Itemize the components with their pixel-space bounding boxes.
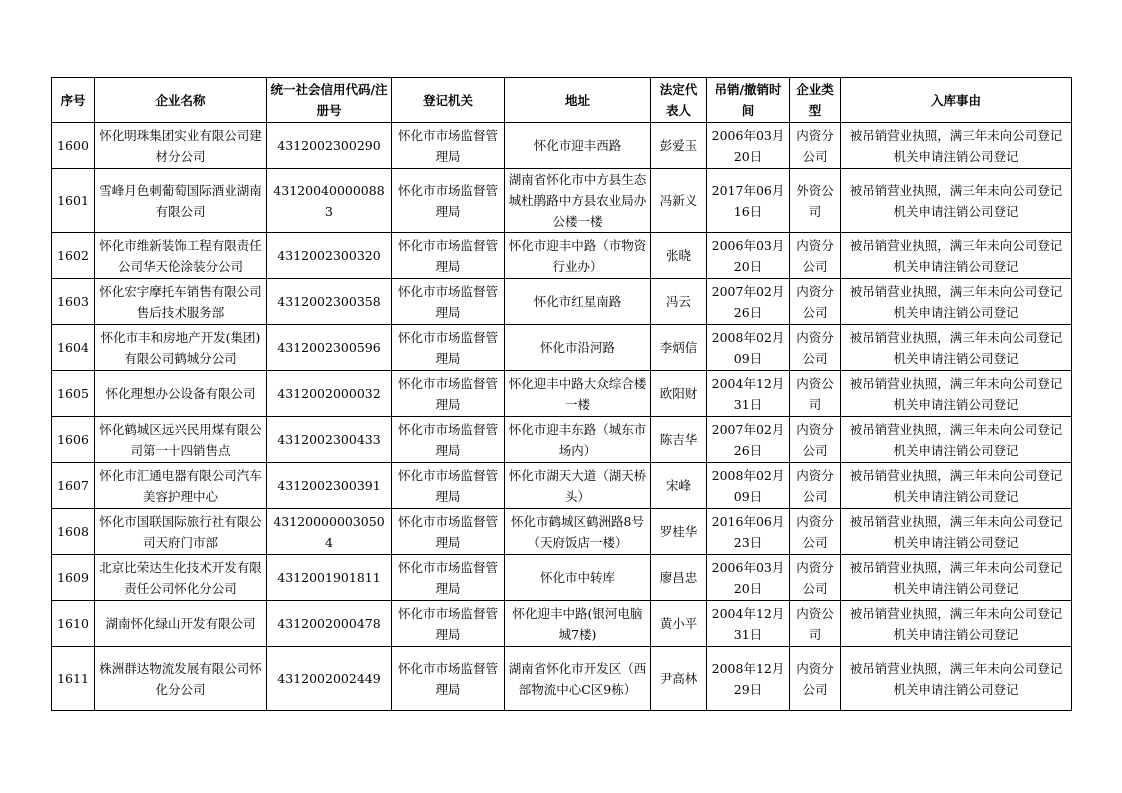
cell-credit-code: 431200400000883 <box>267 169 392 233</box>
cell-revocation-date: 2016年06月23日 <box>707 509 790 555</box>
cell-company-name: 怀化明珠集团实业有限公司建材分公司 <box>95 123 267 169</box>
cell-credit-code: 431200000030504 <box>267 509 392 555</box>
cell-credit-code: 4312002300433 <box>267 417 392 463</box>
cell-legal-representative: 陈吉华 <box>651 417 707 463</box>
cell-address: 怀化市鹤城区鹤洲路8号（天府饭店一楼） <box>505 509 651 555</box>
cell-address: 怀化市中转库 <box>505 555 651 601</box>
cell-registration-authority: 怀化市市场监督管理局 <box>392 169 505 233</box>
cell-seq: 1604 <box>52 325 95 371</box>
cell-seq: 1606 <box>52 417 95 463</box>
cell-enterprise-type: 内资分公司 <box>790 463 841 509</box>
cell-company-name: 怀化理想办公设备有限公司 <box>95 371 267 417</box>
cell-legal-representative: 廖昌忠 <box>651 555 707 601</box>
cell-address: 湖南省怀化市中方县生态城杜鹃路中方县农业局办公楼一楼 <box>505 169 651 233</box>
cell-seq: 1608 <box>52 509 95 555</box>
table-row <box>52 417 1072 463</box>
table-row <box>52 509 1072 555</box>
table-body <box>52 123 1072 711</box>
cell-registration-authority: 怀化市市场监督管理局 <box>392 233 505 279</box>
col-header-address: 地址 <box>505 78 651 123</box>
cell-company-name: 怀化市维新装饰工程有限责任公司华天伦涂装分公司 <box>95 233 267 279</box>
cell-reason: 被吊销营业执照，满三年未向公司登记机关申请注销公司登记 <box>841 371 1072 417</box>
cell-address: 怀化市沿河路 <box>505 325 651 371</box>
cell-enterprise-type: 内资分公司 <box>790 555 841 601</box>
cell-company-name: 株洲群达物流发展有限公司怀化分公司 <box>95 647 267 711</box>
cell-legal-representative: 欧阳财 <box>651 371 707 417</box>
cell-company-name: 湖南怀化绿山开发有限公司 <box>95 601 267 647</box>
cell-legal-representative: 彭爱玉 <box>651 123 707 169</box>
cell-enterprise-type: 内资分公司 <box>790 123 841 169</box>
cell-enterprise-type: 内资分公司 <box>790 417 841 463</box>
cell-credit-code: 4312002300596 <box>267 325 392 371</box>
cell-revocation-date: 2008年12月29日 <box>707 647 790 711</box>
revoked-companies-sheet <box>51 77 1071 711</box>
cell-address: 怀化市迎丰西路 <box>505 123 651 169</box>
table-row <box>52 647 1072 711</box>
cell-seq: 1603 <box>52 279 95 325</box>
table-row <box>52 123 1072 169</box>
cell-seq: 1611 <box>52 647 95 711</box>
cell-revocation-date: 2008年02月09日 <box>707 463 790 509</box>
cell-revocation-date: 2006年03月20日 <box>707 123 790 169</box>
cell-seq: 1609 <box>52 555 95 601</box>
cell-revocation-date: 2007年02月26日 <box>707 279 790 325</box>
table-row <box>52 233 1072 279</box>
table-row <box>52 601 1072 647</box>
cell-company-name: 北京比荣达生化技术开发有限责任公司怀化分公司 <box>95 555 267 601</box>
col-header-enterprise-type: 企业类型 <box>790 78 841 123</box>
cell-address: 怀化迎丰中路大众综合楼一楼 <box>505 371 651 417</box>
cell-address: 怀化迎丰中路(银河电脑城7楼) <box>505 601 651 647</box>
cell-company-name: 怀化市丰和房地产开发(集团)有限公司鹤城分公司 <box>95 325 267 371</box>
cell-reason: 被吊销营业执照，满三年未向公司登记机关申请注销公司登记 <box>841 647 1072 711</box>
cell-enterprise-type: 内资公司 <box>790 371 841 417</box>
cell-reason: 被吊销营业执照，满三年未向公司登记机关申请注销公司登记 <box>841 325 1072 371</box>
cell-enterprise-type: 内资分公司 <box>790 325 841 371</box>
cell-legal-representative: 宋峰 <box>651 463 707 509</box>
cell-enterprise-type: 内资分公司 <box>790 647 841 711</box>
cell-address: 怀化市迎丰东路（城东市场内） <box>505 417 651 463</box>
table-row <box>52 371 1072 417</box>
col-header-registration-authority: 登记机关 <box>392 78 505 123</box>
cell-registration-authority: 怀化市市场监督管理局 <box>392 509 505 555</box>
cell-enterprise-type: 内资分公司 <box>790 509 841 555</box>
cell-registration-authority: 怀化市市场监督管理局 <box>392 601 505 647</box>
cell-revocation-date: 2007年02月26日 <box>707 417 790 463</box>
cell-reason: 被吊销营业执照，满三年未向公司登记机关申请注销公司登记 <box>841 123 1072 169</box>
table-header-row <box>52 78 1072 123</box>
cell-registration-authority: 怀化市市场监督管理局 <box>392 279 505 325</box>
cell-registration-authority: 怀化市市场监督管理局 <box>392 417 505 463</box>
cell-company-name: 怀化市汇通电器有限公司汽车美容护理中心 <box>95 463 267 509</box>
cell-registration-authority: 怀化市市场监督管理局 <box>392 555 505 601</box>
cell-enterprise-type: 内资分公司 <box>790 233 841 279</box>
cell-company-name: 怀化宏宇摩托车销售有限公司售后技术服务部 <box>95 279 267 325</box>
cell-enterprise-type: 外资公司 <box>790 169 841 233</box>
cell-reason: 被吊销营业执照，满三年未向公司登记机关申请注销公司登记 <box>841 555 1072 601</box>
cell-credit-code: 4312002002449 <box>267 647 392 711</box>
table-row <box>52 555 1072 601</box>
cell-revocation-date: 2008年02月09日 <box>707 325 790 371</box>
cell-reason: 被吊销营业执照，满三年未向公司登记机关申请注销公司登记 <box>841 417 1072 463</box>
cell-credit-code: 4312002300391 <box>267 463 392 509</box>
cell-reason: 被吊销营业执照，满三年未向公司登记机关申请注销公司登记 <box>841 463 1072 509</box>
revoked-companies-table <box>51 77 1072 711</box>
cell-reason: 被吊销营业执照，满三年未向公司登记机关申请注销公司登记 <box>841 279 1072 325</box>
cell-revocation-date: 2004年12月31日 <box>707 601 790 647</box>
cell-legal-representative: 罗桂华 <box>651 509 707 555</box>
cell-registration-authority: 怀化市市场监督管理局 <box>392 463 505 509</box>
cell-legal-representative: 张晓 <box>651 233 707 279</box>
cell-company-name: 雪峰月色刺葡萄国际酒业湖南有限公司 <box>95 169 267 233</box>
cell-seq: 1605 <box>52 371 95 417</box>
table-row <box>52 325 1072 371</box>
cell-legal-representative: 尹高林 <box>651 647 707 711</box>
table-row <box>52 169 1072 233</box>
cell-enterprise-type: 内资公司 <box>790 601 841 647</box>
cell-reason: 被吊销营业执照，满三年未向公司登记机关申请注销公司登记 <box>841 601 1072 647</box>
cell-seq: 1601 <box>52 169 95 233</box>
cell-reason: 被吊销营业执照，满三年未向公司登记机关申请注销公司登记 <box>841 233 1072 279</box>
cell-legal-representative: 黄小平 <box>651 601 707 647</box>
cell-revocation-date: 2017年06月16日 <box>707 169 790 233</box>
col-header-legal-representative: 法定代表人 <box>651 78 707 123</box>
col-header-seq: 序号 <box>52 78 95 123</box>
cell-legal-representative: 李炳信 <box>651 325 707 371</box>
cell-reason: 被吊销营业执照，满三年未向公司登记机关申请注销公司登记 <box>841 509 1072 555</box>
cell-seq: 1600 <box>52 123 95 169</box>
cell-credit-code: 4312002300320 <box>267 233 392 279</box>
cell-registration-authority: 怀化市市场监督管理局 <box>392 325 505 371</box>
cell-seq: 1607 <box>52 463 95 509</box>
cell-reason: 被吊销营业执照，满三年未向公司登记机关申请注销公司登记 <box>841 169 1072 233</box>
cell-enterprise-type: 内资分公司 <box>790 279 841 325</box>
cell-credit-code: 4312001901811 <box>267 555 392 601</box>
cell-seq: 1610 <box>52 601 95 647</box>
table-row <box>52 463 1072 509</box>
cell-credit-code: 4312002000478 <box>267 601 392 647</box>
cell-company-name: 怀化市国联国际旅行社有限公司天府门市部 <box>95 509 267 555</box>
cell-revocation-date: 2004年12月31日 <box>707 371 790 417</box>
cell-seq: 1602 <box>52 233 95 279</box>
cell-address: 湖南省怀化市开发区（西部物流中心C区9栋） <box>505 647 651 711</box>
cell-credit-code: 4312002300290 <box>267 123 392 169</box>
cell-registration-authority: 怀化市市场监督管理局 <box>392 647 505 711</box>
cell-revocation-date: 2006年03月20日 <box>707 555 790 601</box>
cell-legal-representative: 冯新义 <box>651 169 707 233</box>
cell-revocation-date: 2006年03月20日 <box>707 233 790 279</box>
cell-registration-authority: 怀化市市场监督管理局 <box>392 123 505 169</box>
cell-credit-code: 4312002300358 <box>267 279 392 325</box>
col-header-company-name: 企业名称 <box>95 78 267 123</box>
cell-credit-code: 4312002000032 <box>267 371 392 417</box>
cell-registration-authority: 怀化市市场监督管理局 <box>392 371 505 417</box>
cell-address: 怀化市迎丰中路（市物资行业办） <box>505 233 651 279</box>
table-row <box>52 279 1072 325</box>
cell-address: 怀化市湖天大道（湖天桥头） <box>505 463 651 509</box>
cell-company-name: 怀化鹤城区远兴民用煤有限公司第一十四销售点 <box>95 417 267 463</box>
col-header-reason: 入库事由 <box>841 78 1072 123</box>
col-header-credit-code: 统一社会信用代码/注册号 <box>267 78 392 123</box>
cell-address: 怀化市红星南路 <box>505 279 651 325</box>
col-header-revocation-date: 吊销/撤销时间 <box>707 78 790 123</box>
cell-legal-representative: 冯云 <box>651 279 707 325</box>
